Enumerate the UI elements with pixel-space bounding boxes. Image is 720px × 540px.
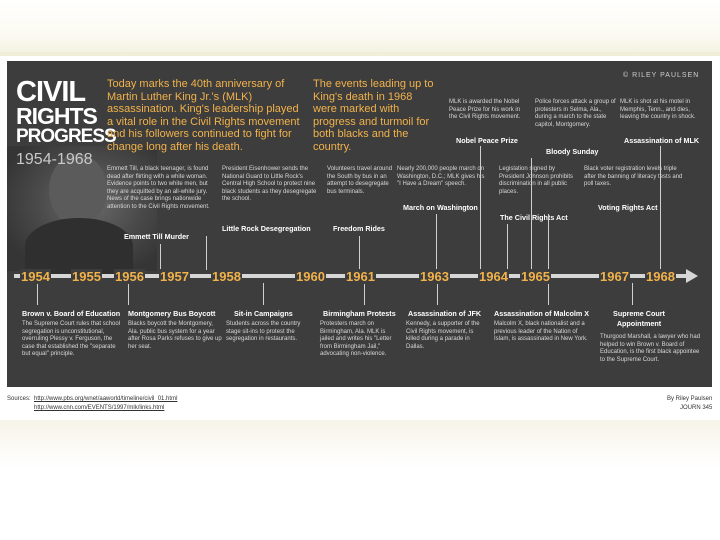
event-text-civil-rights-act: Legislation signed by President Johnson prohibits discrimination in all public places. xyxy=(499,166,574,195)
event-label-nobel-prize: Nobel Peace Prize xyxy=(456,136,518,145)
event-text-nobel-prize: MLK is awarded the Nobel Peace Prize for his work in the Civil Rights movement. xyxy=(449,99,521,121)
event-text-mlk-assassination: MLK is shot at his motel in Memphis, Tenn., and dies, leaving the country in shock. xyxy=(620,99,696,121)
event-label-birmingham-protests: Birmingham Protests xyxy=(323,309,396,318)
slide-top-rule xyxy=(0,52,720,56)
year-1965: 1965 xyxy=(521,269,550,284)
course-code: JOURN 345 xyxy=(680,405,713,411)
title-line-progress: PROGRESS xyxy=(16,126,116,147)
event-label-mlk-assassination: Assassination of MLK xyxy=(624,136,700,145)
connector-malcolm-x xyxy=(548,283,550,305)
photo-credit: © RILEY PAULSEN xyxy=(623,72,700,79)
slide-top-band xyxy=(0,0,720,52)
connector-voting-rights xyxy=(548,214,550,270)
event-label-malcolm-x-assassination: Assassination of Malcolm X xyxy=(494,309,590,318)
connector-bloody-sunday xyxy=(531,158,533,270)
connector-freedom-rides xyxy=(359,236,361,270)
year-1967: 1967 xyxy=(600,269,629,284)
year-1964: 1964 xyxy=(479,269,508,284)
year-1961: 1961 xyxy=(346,269,375,284)
year-1968: 1968 xyxy=(646,269,675,284)
year-1960: 1960 xyxy=(296,269,325,284)
slide-bottom-band xyxy=(0,420,720,540)
connector-nobel-prize xyxy=(480,146,482,270)
event-label-freedom-rides: Freedom Rides xyxy=(333,224,385,233)
event-label-montgomery-boycott: Montgomery Bus Boycott xyxy=(128,309,216,318)
connector-march-on-washington xyxy=(436,214,438,270)
year-1954: 1954 xyxy=(21,269,50,284)
event-label-supreme-court-appointment: Supreme Court Appointment xyxy=(613,309,665,328)
connector-birmingham xyxy=(364,283,366,305)
sources-label: Sources: xyxy=(7,396,31,402)
event-text-bloody-sunday: Police forces attack a group of protesters in Selma, Ala., during a march to the state capitol, Montgomery. xyxy=(535,99,616,128)
connector-brown xyxy=(37,283,39,305)
event-text-malcolm-x-assassination: Malcolm X, black nationalist and a previous leader of the Nation of Islam, is assassinated in New York. xyxy=(494,321,588,343)
event-label-little-rock: Little Rock Desegregation xyxy=(222,224,311,233)
title-years: 1954-1968 xyxy=(16,151,93,168)
event-label-march-on-washington: March on Washington xyxy=(403,203,478,212)
event-text-jfk-assassination: Kennedy, a supporter of the Civil Rights movement, is killed during a parade in Dallas. xyxy=(406,321,480,350)
event-label-brown-v-board: Brown v. Board of Education xyxy=(22,309,121,318)
event-label-sit-in-campaigns: Sit-in Campaigns xyxy=(234,309,293,318)
year-1955: 1955 xyxy=(72,269,101,284)
intro-text-left: Today marks the 40th anniversary of Martin Luther King Jr.'s (MLK) assassination. King's leadership played a vital role in the Civil Rights movement and his followers continued to fight for change long after his death. xyxy=(107,78,300,153)
source-link-cnn[interactable] xyxy=(34,405,164,413)
source-link-pbs[interactable] xyxy=(34,396,177,404)
year-1958: 1958 xyxy=(212,269,241,284)
event-text-sit-in-campaigns: Students across the country stage sit-ins to protest the segregation in restaurants. xyxy=(226,321,301,343)
year-1963: 1963 xyxy=(420,269,449,284)
event-text-voting-rights-act: Black voter registration levels triple after the banning of literacy tests and poll taxes. xyxy=(584,166,683,188)
event-text-montgomery-boycott: Blacks boycott the Montgomery, Ala. public bus system for a year after Rosa Parks refuses to give up her seat. xyxy=(128,321,222,350)
connector-jfk xyxy=(437,283,439,305)
event-label-jfk-assassination: Assassination of JFK xyxy=(408,309,482,318)
connector-montgomery xyxy=(128,283,130,305)
connector-little-rock xyxy=(206,236,208,270)
event-label-emmett-till: Emmett Till Murder xyxy=(124,232,189,241)
connector-civil-rights-act xyxy=(507,224,509,270)
title-line-rights: RIGHTS xyxy=(16,103,97,129)
source-link-cnn-text[interactable]: http://www.cnn.com/EVENTS/1997/mlk/links.html xyxy=(34,405,165,411)
year-1957: 1957 xyxy=(160,269,189,284)
connector-emmett-till xyxy=(160,244,175,270)
byline: By Riley Paulsen xyxy=(667,396,713,402)
intro-text-right: The events leading up to King's death in 1968 were marked with progress and turmoil for both blacks and the country. xyxy=(313,78,434,153)
event-text-brown-v-board: The Supreme Court rules that school segregation is unconstitutional, overruling Plessy v. Ferguson, the case that established the "separate but equal" principle. xyxy=(22,321,121,358)
connector-supreme-court xyxy=(632,283,634,305)
event-label-voting-rights-act: Voting Rights Act xyxy=(598,203,658,212)
event-text-march-on-washington: Nearly 200,000 people march on Washington, D.C.; MLK gives his "I Have a Dream" speech. xyxy=(397,166,485,188)
event-text-supreme-court-appointment: Thurgood Marshall, a lawyer who had helped to win Brown v. Board of Education, is the first black appointee to the Supreme Court. xyxy=(600,334,701,363)
event-text-birmingham-protests: Protesters march on Birmingham, Ala. MLK is jailed and writes his "Letter from Birmingham Jail," advocating non-violence. xyxy=(320,321,392,358)
connector-mlk-assassination xyxy=(660,146,662,270)
event-label-civil-rights-act: The Civil Rights Act xyxy=(500,213,568,222)
event-text-freedom-rides: Volunteers travel around the South by bus in an attempt to desegregate bus terminals. xyxy=(327,166,393,195)
timeline-arrow-icon xyxy=(686,269,698,283)
event-text-little-rock: President Eisenhower sends the National Guard to Little Rock's Central High School to protect nine black students as they desegregate the school. xyxy=(222,166,317,203)
event-label-bloody-sunday: Bloody Sunday xyxy=(546,147,599,156)
source-link-pbs-text[interactable]: http://www.pbs.org/wnet/aaworld/timeline/civil_01.html xyxy=(34,396,178,402)
connector-sit-ins xyxy=(263,283,265,305)
event-text-emmett-till: Emmett Till, a black teenager, is found dead after flirting with a white woman. Evidence points to two white men, but they are acquitted by an all-white jury. News of the case brings nationwide attention to the Civil Rights movement. xyxy=(107,166,210,210)
portrait-shoulder-shape xyxy=(25,218,133,274)
title-line-civil: CIVIL xyxy=(16,76,86,108)
year-1956: 1956 xyxy=(115,269,144,284)
